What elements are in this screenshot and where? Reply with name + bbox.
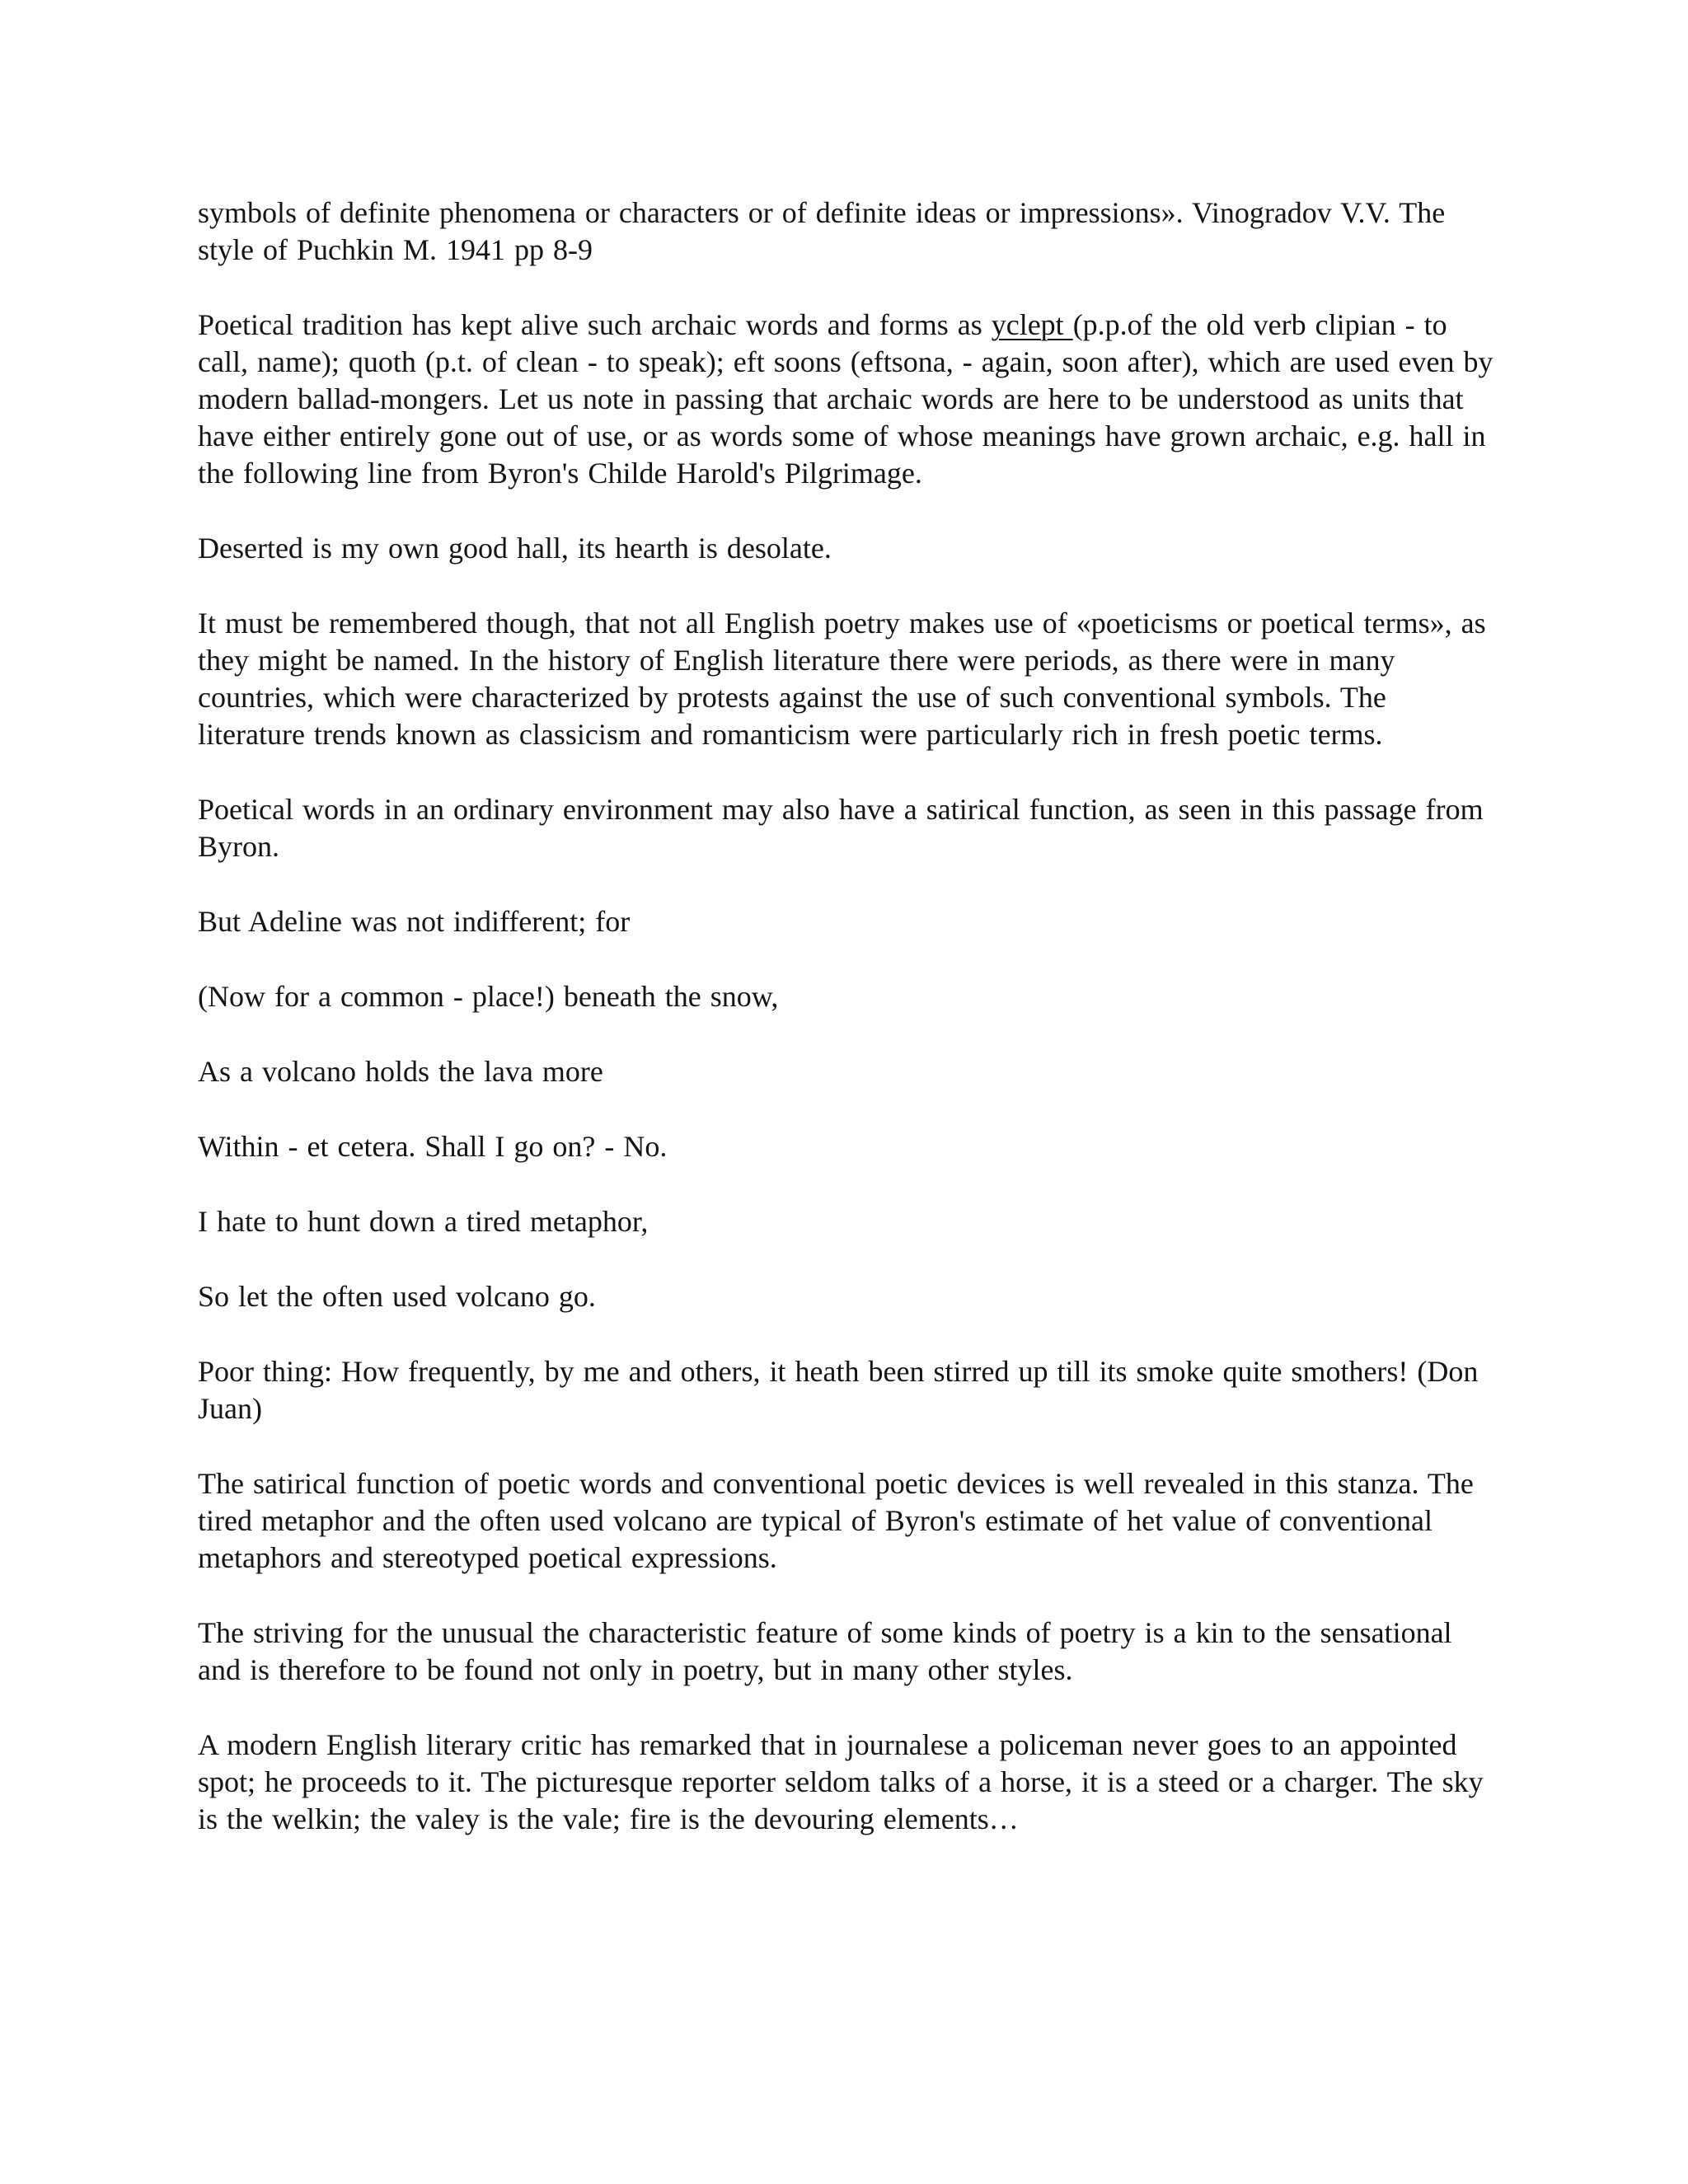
paragraph-don-juan: Poor thing: How frequently, by me and others, it heath been stirred up till its smoke quite smothers! (Don Juan) (198, 1355, 1479, 1425)
verse-line: I hate to hunt down a tired metaphor, (198, 1205, 649, 1238)
paragraph-vinogradov-citation: symbols of definite phenomena or characters or of definite ideas or impressions». Vinogradov V.V. The style of Puchkin M. 1941 pp 8-9 (198, 196, 1446, 266)
verse-line: But Adeline was not indifferent; for (198, 905, 631, 938)
paragraph-satirical-function: Poetical words in an ordinary environment may also have a satirical function, as seen in this passage from Byron. (198, 793, 1484, 863)
verse-line: Within - et cetera. Shall I go on? - No. (198, 1130, 668, 1163)
text-column (198, 194, 1500, 1876)
verse-line: (Now for a common - place!) beneath the snow, (198, 980, 779, 1013)
archaic-words-text-before: Poetical tradition has kept alive such archaic words and forms as (198, 308, 992, 341)
paragraph-archaic-words (198, 307, 1500, 492)
verse-line: As a volcano holds the lava more (198, 1055, 603, 1088)
verse-line: So let the often used volcano go. (198, 1280, 596, 1313)
quote-childe-harold: Deserted is my own good hall, its hearth is desolate. (198, 532, 832, 565)
paragraph-striving-unusual: The striving for the unusual the characteristic feature of some kinds of poetry is a kin to the sensational and is therefore to be found not only in poetry, but in many other styles. (198, 1616, 1452, 1686)
archaic-words-text-after: (p.p.of the old verb clipian - to call, name); quoth (p.t. of clean - to speak); eft soons (eftsona, - again, soon after), which are used even by modern ballad-mongers. Let us note in passing that archaic words are here to be understood as units that have either entirely gone out of use, or as words some of whose meanings have grown archaic, e.g. hall in the following line from Byron's Childe Harold's Pilgrimage. (198, 308, 1493, 490)
paragraph-journalese: A modern English literary critic has remarked that in journalese a policeman never goes to an appointed spot; he proceeds to it. The picturesque reporter seldom talks of a horse, it is a steed or a charger. The sky is the welkin; the valey is the vale; fire is the devouring elements… (198, 1728, 1484, 1835)
underlined-word-yclept: yclept (991, 308, 1073, 341)
paragraph-poeticisms: It must be remembered though, that not all English poetry makes use of «poeticisms or poetical terms», as they might be named. In the history of English literature there were periods, as there were in many countries, which were characterized by protests against the use of such conventional symbols. The literature trends known as classicism and romanticism were particularly rich in fresh poetic terms. (198, 607, 1486, 751)
paragraph-stanza-analysis: The satirical function of poetic words and conventional poetic devices is well revealed in this stanza. The tired metaphor and the often used volcano are typical of Byron's estimate of het value of conventional metaphors and stereotyped poetical expressions. (198, 1467, 1474, 1574)
